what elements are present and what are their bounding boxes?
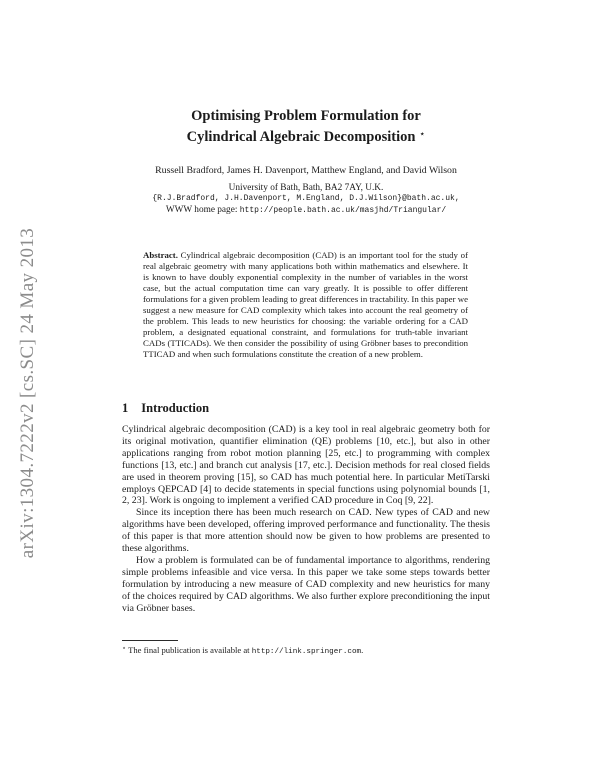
section-title: Introduction xyxy=(141,401,210,415)
affiliation-emails: {R.J.Bradford, J.H.Davenport, M.England, D.J.Wilson}@bath.ac.uk, xyxy=(152,193,460,203)
paper-title-line-2-text: Cylindrical Algebraic Decomposition xyxy=(186,128,416,145)
paper-title-line-1: Optimising Problem Formulation for xyxy=(191,108,421,124)
paper-title xyxy=(122,107,490,146)
title-footnote-star: ⋆ xyxy=(419,128,426,140)
section-number: 1 xyxy=(122,401,129,415)
footnote-marker: ⋆ xyxy=(122,645,127,652)
authors-line: Russell Bradford, James H. Davenport, Matthew England, and David Wilson xyxy=(155,165,457,176)
section-heading-introduction xyxy=(122,401,490,416)
abstract-block xyxy=(143,250,468,360)
intro-paragraph-2: Since its inception there has been much research on CAD. New types of CAD and new algorithms have been developed, offering improved performance and functionality. The thesis of this paper is that more attention should now be given to how problems are presented to these algorithms. xyxy=(122,507,490,555)
homepage-line xyxy=(102,205,510,217)
arxiv-watermark: arXiv:1304.7222v2 [cs.SC] 24 May 2013 xyxy=(17,227,38,559)
intro-paragraph-3: How a problem is formulated can be of fundamental importance to algorithms, rendering simple problems infeasible and vice versa. In this paper we take some steps towards better formulation by introducing a new measure of CAD complexity and new heuristics for many of the choices required by CAD algorithms. We also further explore preconditioning the input via Gröbner bases. xyxy=(122,554,490,614)
introduction-body xyxy=(122,424,490,615)
footnote-text: The final publication is available at xyxy=(128,645,252,655)
homepage-url-link[interactable]: http://people.bath.ac.uk/masjhd/Triangular/ xyxy=(239,205,447,215)
footnote xyxy=(122,644,490,657)
homepage-label: WWW home page: xyxy=(165,204,240,215)
affiliation-block xyxy=(102,183,510,216)
footnote-rule xyxy=(122,640,178,641)
footnote-url-link[interactable]: http://link.springer.com xyxy=(251,648,362,656)
abstract-label: Abstract. xyxy=(143,250,178,260)
footnote-period: . xyxy=(361,645,364,655)
affiliation-institution: University of Bath, Bath, BA2 7AY, U.K. xyxy=(228,183,384,193)
abstract-text: Cylindrical algebraic decomposition (CAD) is an important tool for the study of real algebraic geometry with many applications both within mathematics and elsewhere. It is known to have doubly exponential complexity in the number of variables in the worst case, but the actual computation time can vary greatly. It is possible to offer different formulations for a given problem leading to great differences in tractability. In this paper we suggest a new measure for CAD complexity which takes into account the real geometry of the problem. This leads to new heuristics for choosing: the variable ordering for a CAD problem, a designated equational constraint, and formulations for truth-table invariant CADs (TTICADs). We then consider the possibility of using Gröbner bases to precondition TTICAD and when such formulations constitute the creation of a new problem. xyxy=(143,250,468,359)
paper-title-line-2 xyxy=(122,126,490,147)
intro-paragraph-1: Cylindrical algebraic decomposition (CAD) is a key tool in real algebraic geometry both for its original motivation, quantifier elimination (QE) problems [10, etc.], but also in other applications ranging from robot motion planning [25, etc.] to programming with complex functions [13, etc.] and branch cut analysis [17, etc.]. Decision methods for real closed fields are used in theorem proving [15], so CAD has much potential here. In particular MetiTarski employs QEPCAD [4] to decide statements in special functions using polynomial bounds [1, 2, 23]. Work is ongoing to implement a verified CAD procedure in Coq [9, 22]. xyxy=(122,424,490,507)
